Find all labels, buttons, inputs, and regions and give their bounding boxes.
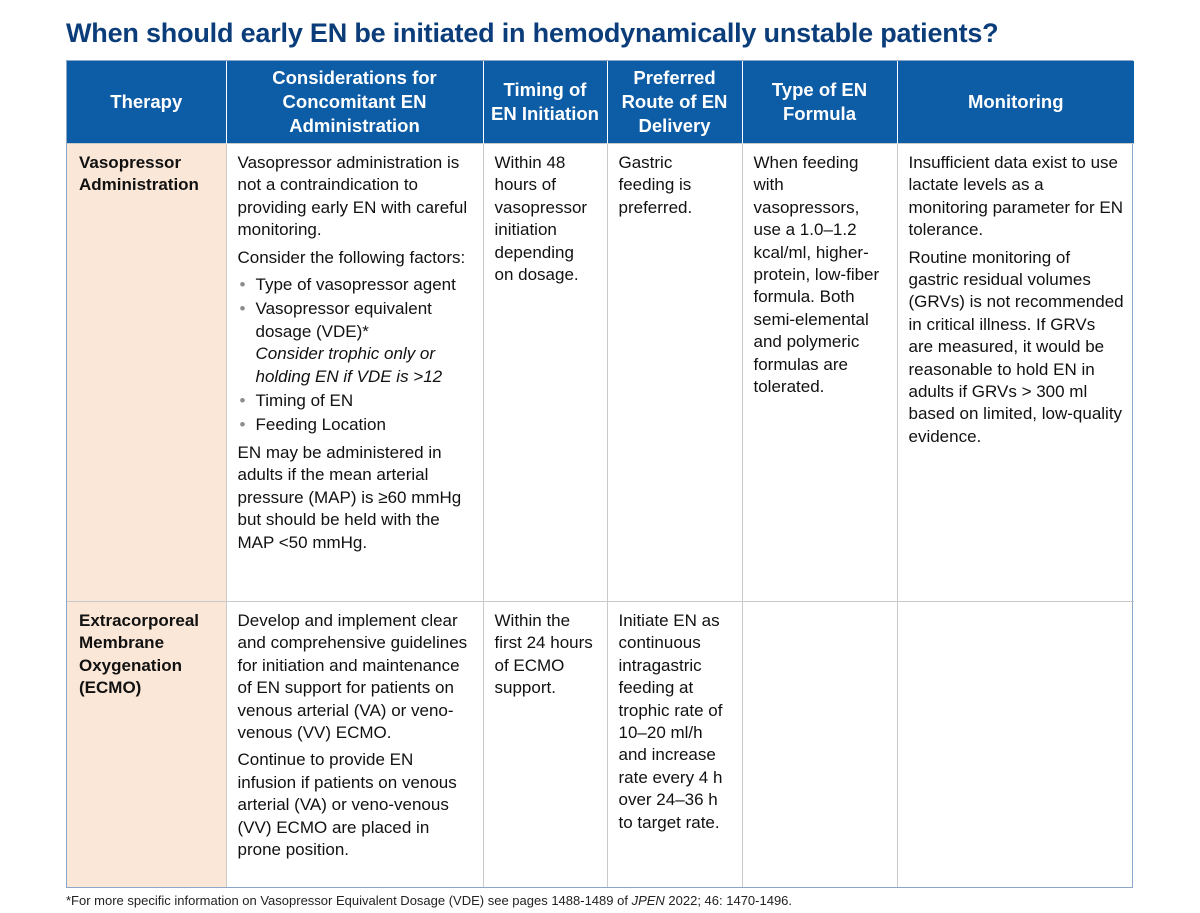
timing-cell: Within 48 hours of vasopressor initiation depending on dosage. bbox=[483, 144, 607, 602]
table-row bbox=[67, 602, 1134, 888]
bullet-icon: • bbox=[239, 275, 246, 295]
header-monitoring: Monitoring bbox=[897, 61, 1134, 144]
therapy-cell: Extracorporeal Membrane Oxygenation (ECMO) bbox=[67, 602, 226, 888]
header-considerations: Considerations for Concomitant EN Administration bbox=[226, 61, 483, 144]
considerations-text: Continue to provide EN infusion if patients on venous arterial (VA) or veno-venous (VV) ECMO are placed in prone position. bbox=[237, 750, 457, 860]
monitoring-text: Insufficient data exist to use lactate levels as a monitoring parameter for EN tolerance. bbox=[908, 153, 1123, 240]
list-item: • Feeding Location bbox=[238, 414, 473, 436]
list-item: • Type of vasopressor agent bbox=[238, 274, 473, 296]
bullet-icon: • bbox=[239, 299, 246, 319]
table-row bbox=[67, 144, 1134, 602]
considerations-text: Vasopressor administration is not a contraindication to providing early EN with careful monitoring. bbox=[237, 153, 468, 240]
considerations-text: EN may be administered in adults if the mean arterial pressure (MAP) is ≥60 mmHg but should be held with the MAP <50 mmHg. bbox=[237, 442, 462, 552]
header-route: Preferred Route of EN Delivery bbox=[607, 61, 742, 144]
route-cell: Initiate EN as continuous intragastric feeding at trophic rate of 10–20 ml/h and increase rate every 4 h over 24–36 h to target rate. bbox=[607, 602, 742, 888]
route-cell: Gastric feeding is preferred. bbox=[607, 144, 742, 602]
formula-cell bbox=[742, 602, 897, 888]
list-item: • Timing of EN bbox=[238, 390, 473, 412]
therapy-cell: Vasopressor Administration bbox=[67, 144, 226, 602]
footnote: *For more specific information on Vasopressor Equivalent Dosage (VDE) see pages 1488-1489 of JPEN 2022; 46: 1470-1496. bbox=[66, 893, 793, 908]
considerations-cell bbox=[226, 144, 483, 602]
vde-note: Consider trophic only or holding EN if VDE is >12 bbox=[255, 344, 443, 386]
considerations-text: Consider the following factors: bbox=[237, 247, 466, 267]
bullet-icon: • bbox=[239, 415, 246, 435]
header-formula: Type of EN Formula bbox=[742, 61, 897, 144]
monitoring-text: Routine monitoring of gastric residual volumes (GRVs) is not recommended in critical illness. If GRVs are measured, it would be reasonable to hold EN in adults if GRVs > 300 ml based on limited, low-quality evidence. bbox=[908, 247, 1124, 446]
page-title: When should early EN be initiated in hemodynamically unstable patients? bbox=[66, 18, 999, 48]
formula-cell: When feeding with vasopressors, use a 1.0–1.2 kcal/ml, higher-protein, low-fiber formula. Both semi-elemental and polymeric formulas are tolerated. bbox=[742, 144, 897, 602]
timing-cell: Within the first 24 hours of ECMO support. bbox=[483, 602, 607, 888]
header-therapy: Therapy bbox=[67, 61, 226, 144]
considerations-text: Develop and implement clear and comprehensive guidelines for initiation and maintenance of EN support for patients on venous arterial (VA) or veno-venous (VV) ECMO. bbox=[237, 611, 468, 743]
monitoring-cell bbox=[897, 144, 1134, 602]
table-header-row bbox=[67, 61, 1134, 144]
monitoring-cell bbox=[897, 602, 1134, 888]
factors-list bbox=[238, 274, 473, 437]
list-item: • Vasopressor equivalent dosage (VDE)* Consider trophic only or holding EN if VDE is >12 bbox=[238, 298, 473, 388]
header-timing: Timing of EN Initiation bbox=[483, 61, 607, 144]
considerations-cell bbox=[226, 602, 483, 888]
bullet-icon: • bbox=[239, 391, 246, 411]
recommendations-table bbox=[66, 60, 1133, 888]
